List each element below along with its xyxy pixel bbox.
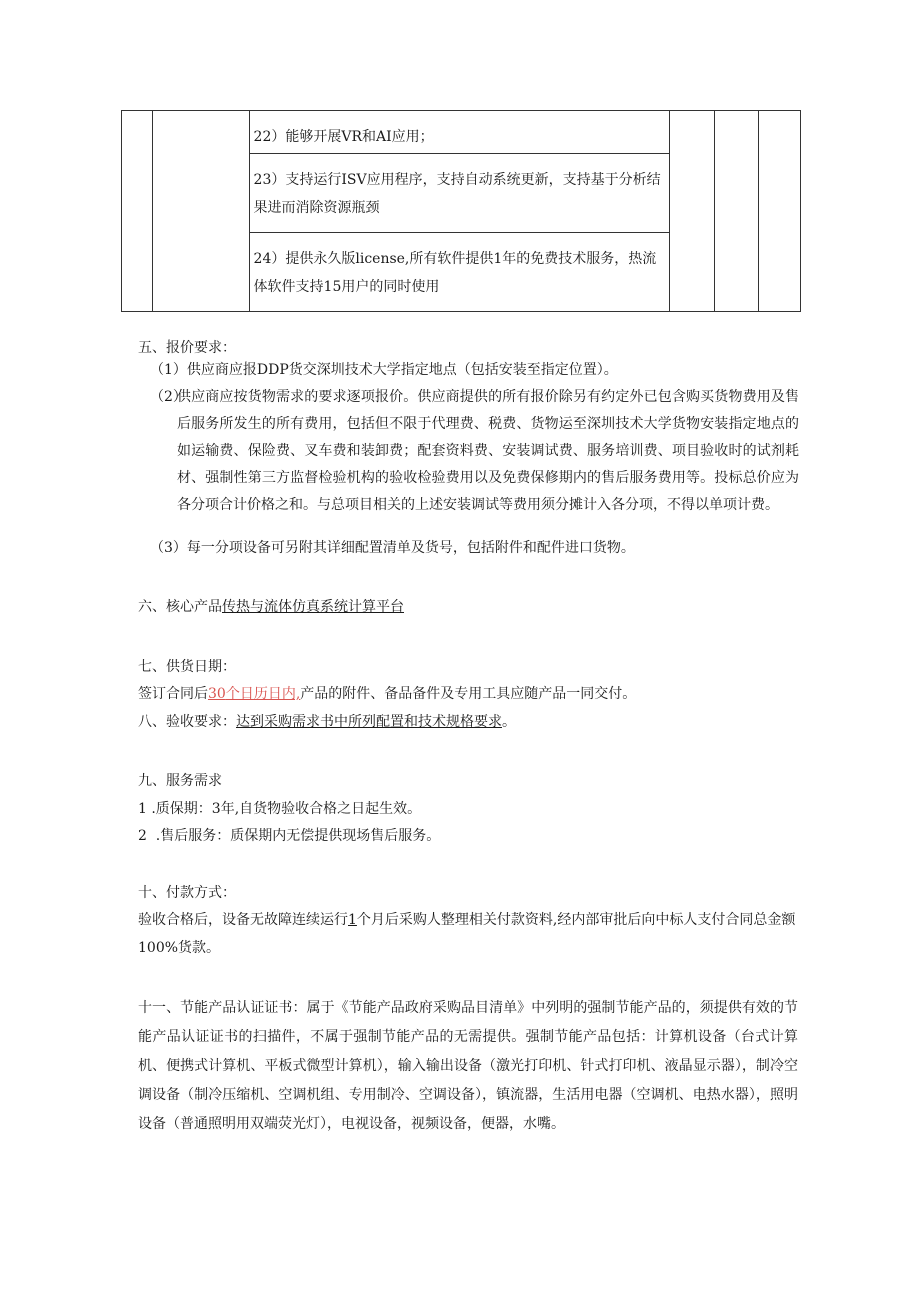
section-8-prefix: 八、验收要求： (138, 714, 236, 730)
table-row (122, 111, 801, 154)
table-cell-qty (670, 111, 715, 312)
delivery-days-label: 个日历日内, (225, 686, 301, 702)
section-7-title: 七、供货日期： (138, 659, 236, 675)
warranty-line: 1 .质保期：3年,自货物验收合格之日起生效。 (138, 801, 422, 817)
section-6-prefix: 六、核心产品 (138, 599, 222, 615)
table-cell-note (759, 111, 801, 312)
acceptance-requirement: 达到采购需求书中所列配置和技术规格要求 (236, 714, 502, 730)
spec-table (121, 110, 801, 312)
core-product-name: 传热与流体仿真系统计算平台 (222, 599, 404, 615)
table-cell-spec (249, 233, 670, 312)
payment-months: 1 (348, 912, 357, 928)
delivery-days-number: 30 (208, 686, 226, 702)
section-8-end: 。 (502, 714, 516, 730)
section-6-core-product (138, 597, 404, 617)
spec-line-24: 24）提供永久版license,所有软件提供1年的免费技术服务，热流体软件支持15用户的同时使用 (253, 251, 657, 295)
spec-line-23: 23）支持运行ISV应用程序，支持自动系统更新，支持基于分析结果进而消除资源瓶颈 (253, 172, 661, 216)
delivery-post: 产品的附件、备品备件及专用工具应随产品一同交付。 (300, 686, 637, 702)
section-8-acceptance (138, 712, 516, 732)
table-cell-index (122, 111, 153, 312)
quote-item-2-number: （2） (150, 389, 187, 405)
payment-pre: 验收合格后，设备无故障连续运行 (138, 912, 348, 928)
section-9-title: 九、服务需求 (138, 773, 222, 789)
table-cell-spec (249, 154, 670, 233)
delivery-terms (138, 684, 636, 704)
quote-item-2: 供应商应按货物需求的要求逐项报价。供应商提供的所有报价除另有约定外已包含购买货物费用及售后服务所发生的所有费用，包括但不限于代理费、税费、货物运至深圳技术大学货物安装指定地点的如运输费、保险费、叉车费和装卸费；配套资料费、安装调试费、服务培训费、项目验收时的试剂耗材、强制性第三方监督检验机构的验收检验费用以及免费保修期内的售后服务费用等。投标总价应为各分项合计价格之和。与总项目相关的上述安装调试等费用须分摊计入各分项，不得以单项计费。 (177, 389, 799, 513)
quote-item-1: （1）供应商应报DDP货交深圳技术大学指定地点（包括安装至指定位置）。 (150, 362, 618, 378)
spec-line-22: 22）能够开展VR和AI应用； (253, 129, 434, 145)
section-10-title: 十、付款方式： (138, 885, 236, 901)
section-11-energy-cert: 十一、节能产品认证证书：属于《节能产品政府采购品目清单》中列明的强制节能产品的，须提供有效的节能产品认证证书的扫描件，不属于强制节能产品的无需提供。强制节能产品包括：计算机设备（台式计算机、便携式计算机、平板式微型计算机），输入输出设备（激光打印机、针式打印机、液晶显示器），制冷空调设备（制冷压缩机、空调机组、专用制冷、空调设备），镇流器，生活用电器（空调机、电热水器），照明设备（普通照明用双端荧光灯），电视设备，视频设备，便器，水嘴。 (138, 1000, 798, 1132)
payment-terms (138, 906, 798, 962)
delivery-pre: 签订合同后 (138, 686, 208, 702)
quote-item-3: （3）每一分项设备可另附其详细配置清单及货号，包括附件和配件进口货物。 (150, 540, 635, 556)
table-cell-unit (714, 111, 759, 312)
section-5-title: 五、报价要求： (138, 340, 236, 356)
table-cell-name (152, 111, 249, 312)
payment-post: 个月后采购人整理相关付款资料,经内部审批后向中标人支付合同总金额100%货款。 (138, 912, 796, 956)
table-cell-spec (249, 111, 670, 154)
after-sales-line: 2 .售后服务：质保期内无偿提供现场售后服务。 (138, 828, 441, 844)
